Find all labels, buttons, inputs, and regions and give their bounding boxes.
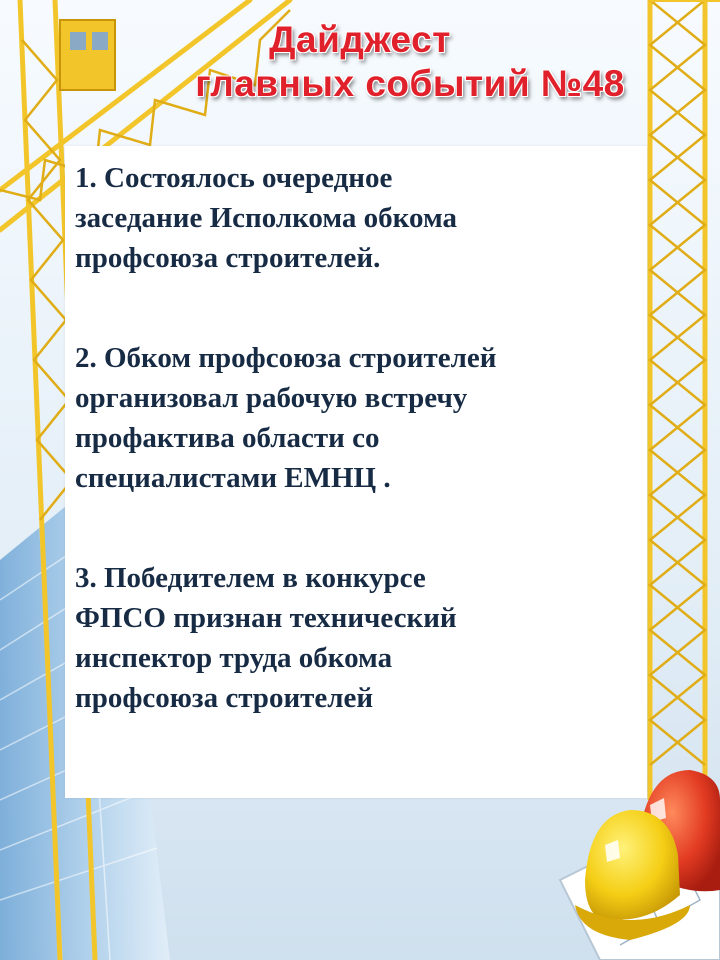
digest-panel — [65, 146, 647, 798]
digest-item-2-line: 2. Обком профсоюза строителей — [75, 342, 497, 374]
digest-item-1-line: заседание Исполкома обкома — [75, 202, 458, 234]
digest-item-3-line: 3. Победителем в конкурсе — [75, 562, 426, 594]
digest-item-1-line: профсоюза строителей. — [75, 242, 381, 274]
digest-item-2-line: специалистами ЕМНЦ . — [75, 462, 391, 494]
digest-item-2 — [75, 338, 635, 498]
digest-item-1 — [75, 158, 635, 278]
slide-title — [0, 18, 720, 106]
digest-item-2-line: профактива области со — [75, 422, 380, 454]
title-line-2: главных событий №48 — [195, 63, 625, 104]
digest-item-3 — [75, 558, 635, 718]
digest-item-2-line: организовал рабочую встречу — [75, 382, 468, 414]
title-line-1: Дайджест — [269, 19, 451, 60]
digest-item-3-line: инспектор труда обкома — [75, 642, 393, 674]
digest-item-1-line: 1. Состоялось очередное — [75, 162, 393, 194]
digest-item-3-line: профсоюза строителей — [75, 682, 374, 714]
digest-item-3-line: ФПСО признан технический — [75, 602, 457, 634]
